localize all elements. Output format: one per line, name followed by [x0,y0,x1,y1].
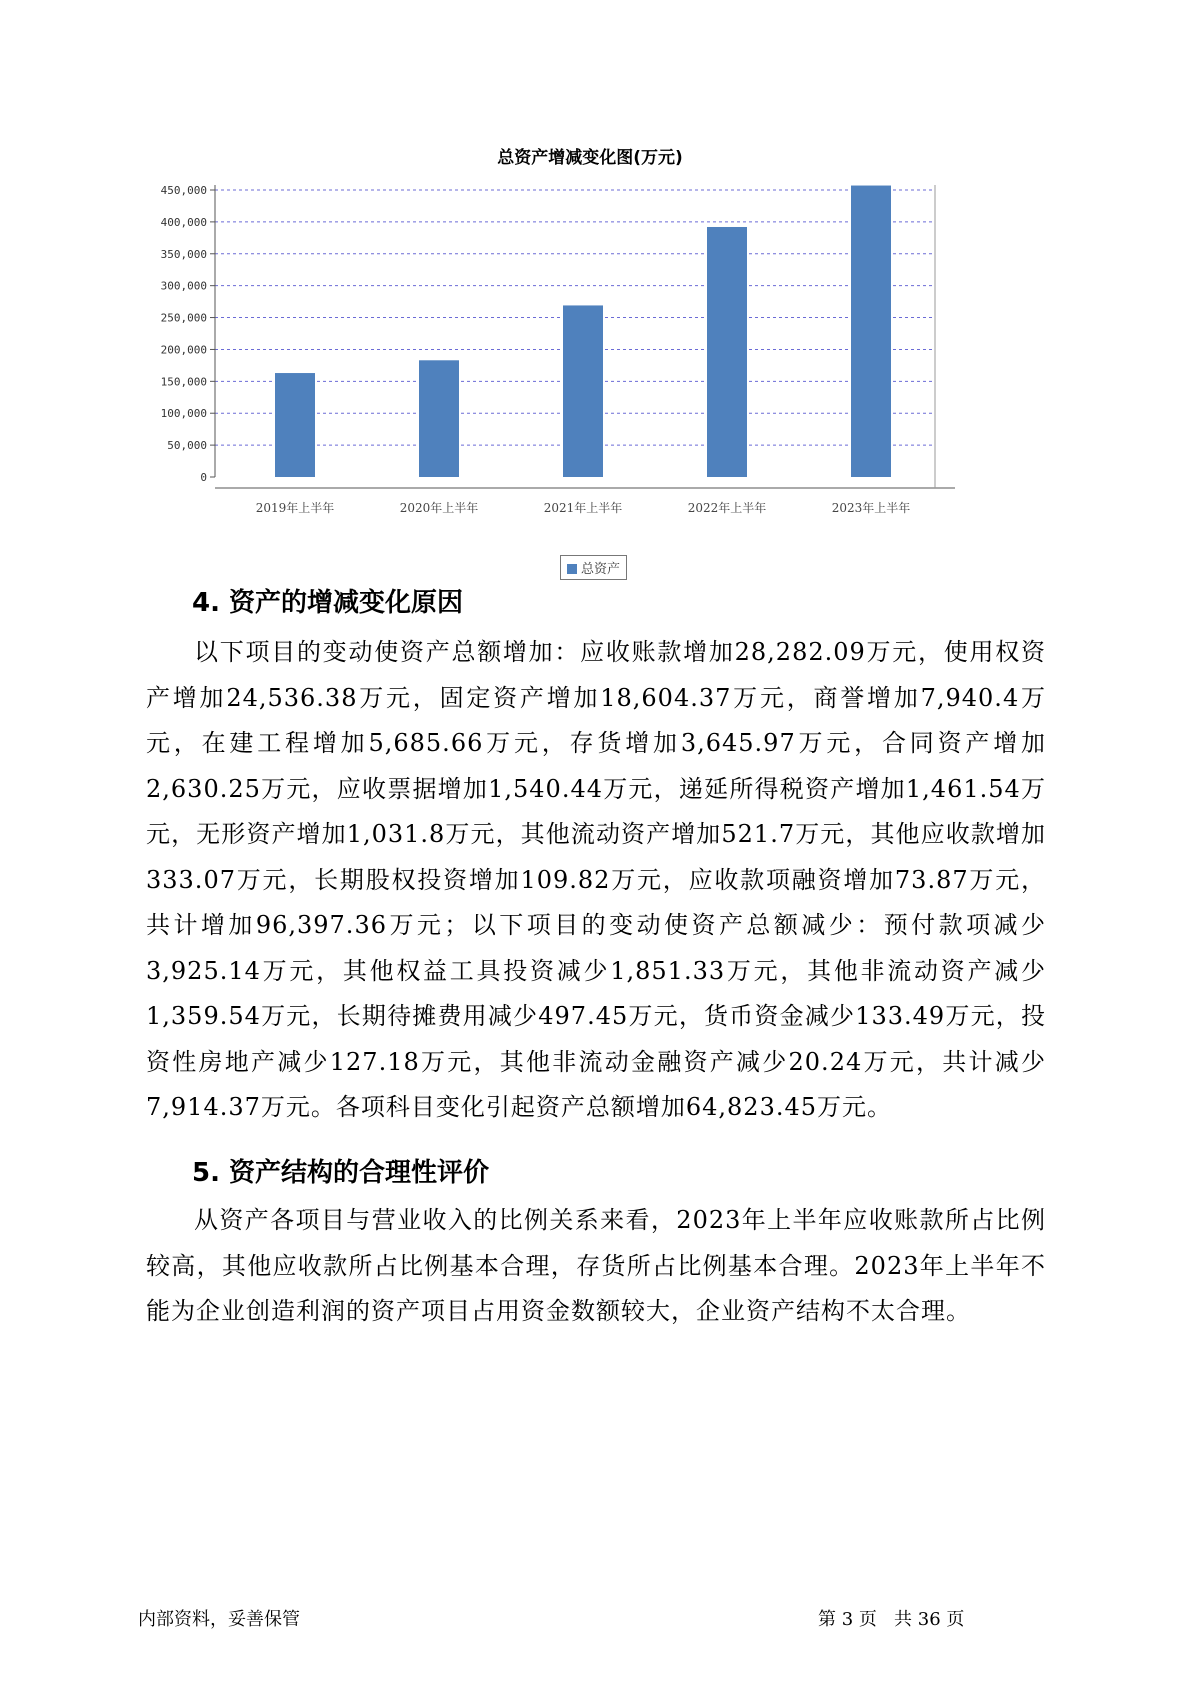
footer-left: 内部资料，妥善保管 [138,1609,300,1630]
section-paragraph-asset-structure: 从资产各项目与营业收入的比例关系来看，2023年上半年应收账款所占比例较高，其他应收款所占比例基本合理，存货所占比例基本合理。2023年上半年不能为企业创造利润的资产项目占用资金数额较大，企业资产结构不太合理。 [146,1206,1046,1325]
y-tick-label: 450,000 [160,184,207,197]
chart-canvas [160,135,1020,595]
y-tick-label: 100,000 [160,407,207,421]
chart-title: 总资产增减变化图(万元) [497,148,683,168]
y-tick-label: 350,000 [160,247,207,261]
chart-legend [560,555,627,580]
bar [851,186,891,477]
y-tick-label: 250,000 [160,311,207,325]
total-assets-chart [160,135,1020,595]
section-paragraph-asset-change: 以下项目的变动使资产总额增加：应收账款增加28,282.09万元，使用权资产增加24,536.38万元，固定资产增加18,604.37万元，商誉增加7,940.4万元，在建工程增加5,685.66万元，存货增加3,645.97万元，合同资产增加2,630.25万元，应收票据增加1,540.44万元，递延所得税资产增加1,461.54万元，无形资产增加1,031.8万元，其他流动资产增加521.7万元，其他应收款增加333.07万元，长期股权投资增加109.82万元，应收款项融资增加73.87万元，共计增加96,397.36万元；以下项目的变动使资产总额减少：预付款项减少3,925.14万元，其他权益工具投资减少1,851.33万元，其他非流动资产减少1,359.54万元，长期待摊费用减少497.45万元，货币资金减少133.49万元，投资性房地产减少127.18万元，其他非流动金融资产减少20.24万元，共计减少7,914.37万元。各项科目变化引起资产总额增加64,823.45万元。 [146,638,1046,1121]
y-tick-label: 200,000 [160,343,207,357]
bar [419,360,459,477]
x-tick-label: 2019年上半年 [255,501,335,515]
y-tick-label: 150,000 [160,375,207,389]
y-tick-label: 0 [200,471,207,484]
footer-page-number: 第 3 页 共 36 页 [818,1609,965,1630]
y-tick-label: 400,000 [160,215,207,229]
bar [275,373,315,477]
x-tick-label: 2022年上半年 [687,501,767,515]
x-tick-label: 2023年上半年 [831,501,911,515]
x-tick-label: 2021年上半年 [543,501,623,515]
section-heading-asset-change: 4. 资产的增减变化原因 [192,588,464,618]
x-tick-label: 2020年上半年 [399,501,479,515]
legend-label: 总资产 [581,562,621,577]
y-tick-label: 300,000 [160,279,207,293]
section-heading-asset-structure: 5. 资产结构的合理性评价 [192,1158,490,1188]
bar [563,305,603,477]
legend-swatch [567,564,577,574]
y-tick-label: 50,000 [167,439,207,453]
bar [707,227,747,477]
